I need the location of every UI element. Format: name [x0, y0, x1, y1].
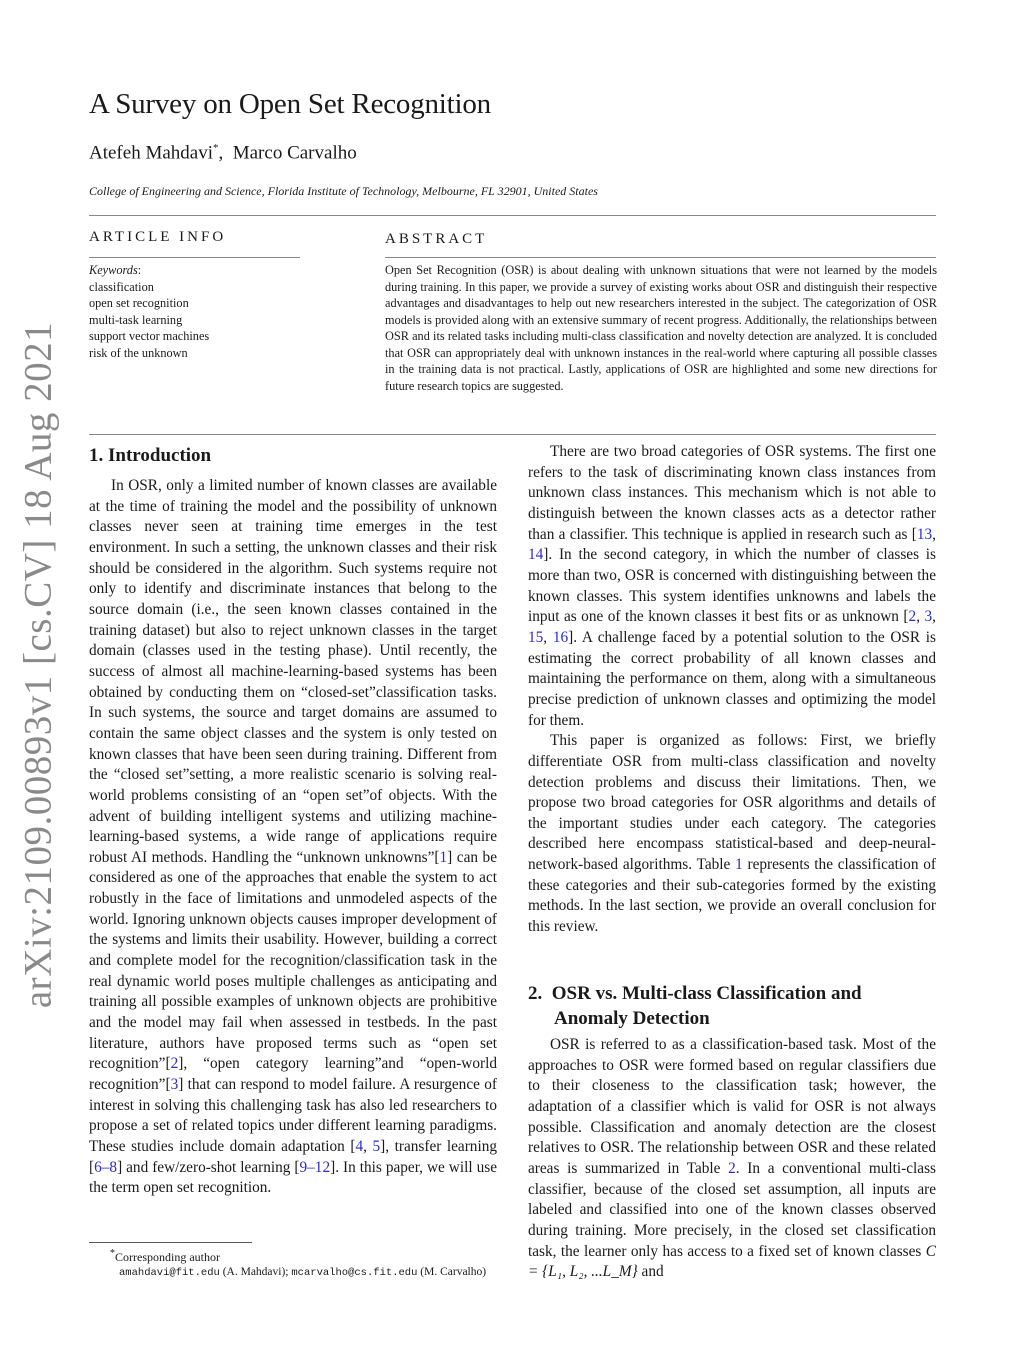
text-run: OSR is referred to as a classification-based task. Most of the approaches to OSR were formed based on regular classifiers due to their closeness to the classification task; however, the adaptation of a classifier which is valid for OSR is not always possible. Classification and anomaly detection are the closest relatives to OSR. The relationship between OSR and these related areas is summarized in Table: [528, 1036, 936, 1177]
section-2-title-line1: OSR vs. Multi-class Classification and: [551, 983, 862, 1004]
right-column: [528, 442, 936, 938]
citation-link[interactable]: 6–8: [94, 1158, 118, 1176]
table-link[interactable]: 2: [728, 1159, 736, 1177]
math-expression: C = {L₁, L₂, ...L_M}: [528, 1242, 936, 1281]
citation-link[interactable]: 16: [552, 628, 569, 646]
author-separator: ,: [218, 142, 224, 164]
text-run: ], transfer learning [: [89, 1138, 497, 1176]
citation-link[interactable]: 2: [908, 608, 917, 626]
text-run: (A. Mahdavi);: [219, 1266, 292, 1278]
paragraph: [528, 731, 936, 938]
abstract-text: Open Set Recognition (OSR) is about dealing with unknown situations that were not learned by the models during training. In this paper, we provide a survey of existing works about OSR and distinguish their respective advantages and disadvantages to help out new researchers interested in the subject. The categorization of OSR models is provided along with an extensive summary of recent progress. Additionally, the relationships between OSR and its related tasks including multi-class classification and novelty detection are analyzed. It is concluded that OSR can appropriately deal with unknown instances in the real-world where capturing all possible classes in the training data is not practical. Lastly, applications of OSR are highlighted and some new directions for future research topics are suggested.: [385, 263, 937, 393]
table-link[interactable]: 1: [735, 856, 743, 874]
citation-link[interactable]: 15: [528, 628, 544, 646]
text-run: ]. In the second category, in which the number of classes is more than two, OSR is concerned with distinguishing between the known classes. This system identifies unknowns and labels the input as one of the known classes it best fits or as unknown [: [528, 546, 936, 626]
keyword-item: classification: [89, 279, 154, 294]
citation-link[interactable]: 5: [372, 1138, 381, 1155]
citation-link[interactable]: 9–12: [299, 1158, 331, 1176]
abstract-heading: ABSTRACT: [385, 231, 488, 247]
arxiv-identifier: arXiv:2109.00893v1 [cs.CV] 18 Aug 2021: [16, 321, 60, 1009]
keywords-label: Keywords: [89, 263, 138, 277]
email-link[interactable]: amahdavi@fit.edu: [119, 1267, 220, 1279]
text-run: This paper is organized as follows: First, we briefly differentiate OSR from multi-class classification and novelty detection problems and discuss their limitations. Then, we propose two broad categories for OSR algorithms and details of the important studies under each category. The categories described here encompass statistical-based and deep-neural-network-based algorithms. Table: [528, 732, 936, 874]
footnote-corresponding: [110, 1248, 220, 1265]
text-run: ], “open category learning”and “open-world recognition”[: [89, 1055, 497, 1094]
section-2-title-line2: Anomaly Detection: [554, 1008, 710, 1029]
keyword-item: support vector machines: [89, 329, 210, 343]
section-1-heading: 1. Introduction: [89, 445, 212, 466]
text-run: ,: [916, 608, 925, 626]
section-2-body: [528, 1035, 936, 1283]
text-run: ] can be considered as one of the approaches that enable the system to act robustly in the face of limitations and unmodeled aspects of the world. Ignoring unknown objects causes improper development of the systems and limits their usability. However, building a correct and complete model for the recognition/classification task in the real dynamic world poses multiple challenges as anticipating and training all possible examples of unknown objects are prohibitive and the model may fail when assessed in testbeds. In the past literature, authors have proposed terms such as “open set recognition”[: [89, 848, 497, 1073]
arxiv-sidebar: [0, 0, 70, 1365]
paper-title: A Survey on Open Set Recognition: [89, 88, 491, 120]
keyword-item: multi-task learning: [89, 312, 183, 327]
text-run: ]. In this paper, we will use the term open set recognition.: [89, 1158, 497, 1197]
body-rule: [89, 434, 936, 435]
text-run: represents the classification of these categories and their sub-categories formed by the existing methods. In the last section, we provide an overall conclusion for this review.: [528, 856, 936, 936]
author-list: [89, 142, 357, 164]
text-run: ] that can respond to model failure. A resurgence of interest in solving this challenging task has also led researchers to propose a set of related topics under different learning paradigms. These studies include domain adaptation [: [89, 1076, 497, 1155]
affiliation: College of Engineering and Science, Florida Institute of Technology, Melbourne, FL 32901, United States: [89, 184, 598, 198]
footnote-rule: [89, 1242, 252, 1243]
keyword-item: open set recognition: [89, 296, 189, 310]
text-run: . In a conventional multi-class classifier, because of the closed set assumption, all inputs are labeled and classified into one of the known classes observed during training. More precisely, in the closed set classification task, the learner only has access to a fixed set of known classes: [528, 1159, 936, 1260]
citation-link[interactable]: 2: [170, 1055, 179, 1073]
text-run: ,: [932, 525, 936, 543]
paragraph: [528, 442, 936, 731]
text-run: ,: [932, 608, 936, 626]
abstract-rule: [385, 257, 936, 258]
keyword-item: risk of the unknown: [89, 345, 188, 360]
article-info-rule: [89, 257, 300, 258]
intro-column: [89, 476, 497, 1199]
citation-link[interactable]: 3: [924, 608, 933, 626]
citation-link[interactable]: 4: [355, 1138, 364, 1155]
text-run: ,: [363, 1138, 373, 1155]
text-run: ,: [543, 628, 553, 646]
citation-link[interactable]: 3: [170, 1076, 179, 1094]
intro-paragraph: [89, 476, 497, 1199]
author-2: Marco Carvalho: [232, 142, 357, 164]
text-run: ]. A challenge faced by a potential solution to the OSR is estimating the correct probability of all known classes and maintaining the performance on them, along with a simultaneous precise prediction of unknown classes and optimizing the model for them.: [528, 628, 937, 729]
keywords-colon: :: [137, 263, 142, 277]
text-run: (M. Carvalho): [417, 1266, 487, 1278]
citation-link[interactable]: 1: [439, 848, 448, 866]
section-2-number: 2.: [528, 983, 543, 1004]
text-run: There are two broad categories of OSR systems. The first one refers to the task of discriminating known class instances from unknown class instances. This mechanism which is not able to distinguish between the known classes acts as a detector rather than a classifier. This technique is applied in research such as [: [528, 443, 936, 543]
citation-link[interactable]: 13: [916, 525, 933, 543]
text-run: ] and few/zero-shot learning [: [117, 1158, 300, 1176]
footnote-mark: *: [110, 1248, 115, 1259]
text-run: In OSR, only a limited number of known classes are available at the time of training the model and the possibility of unknown classes never seen at training time emerges in the test environment. In such a setting, the unknown classes and their risk should be considered in the algorithm. Such systems require not only to identify and discriminate instances that belong to the source domain (i.e., the seen known classes contained in the training dataset) but also to reject unknown classes in the target domain (classes used in the testing phase). Until recently, the success of almost all machine-learning-based systems has been obtained by conducting them on “closed-set”classification tasks. In such systems, the source and target domains are assumed to contain the same object classes and the system is only tested on known classes that have been seen during training. Different from the “closed set”setting, a more realistic scenario is solving real-world problems consisting of an “open set”of objects. With the advent of building intelligent systems and utilizing machine-learning-based systems, a wide range of applications require robust AI methods. Handling the “unknown unknowns”[: [89, 477, 497, 866]
author-1: Atefeh Mahdavi: [89, 142, 213, 164]
keywords-block: [89, 262, 299, 361]
section-2-heading: [528, 981, 936, 1031]
citation-link[interactable]: 14: [528, 546, 544, 564]
header-rule: [89, 215, 936, 216]
text-run: and: [637, 1263, 664, 1281]
corresponding-mark: *: [212, 142, 219, 154]
footnote-emails: [119, 1266, 486, 1279]
email-link[interactable]: mcarvalho@cs.fit.edu: [291, 1267, 418, 1279]
footnote-label: Corresponding author: [115, 1250, 220, 1264]
paragraph: [528, 1035, 936, 1283]
article-info-heading: ARTICLE INFO: [89, 229, 227, 245]
